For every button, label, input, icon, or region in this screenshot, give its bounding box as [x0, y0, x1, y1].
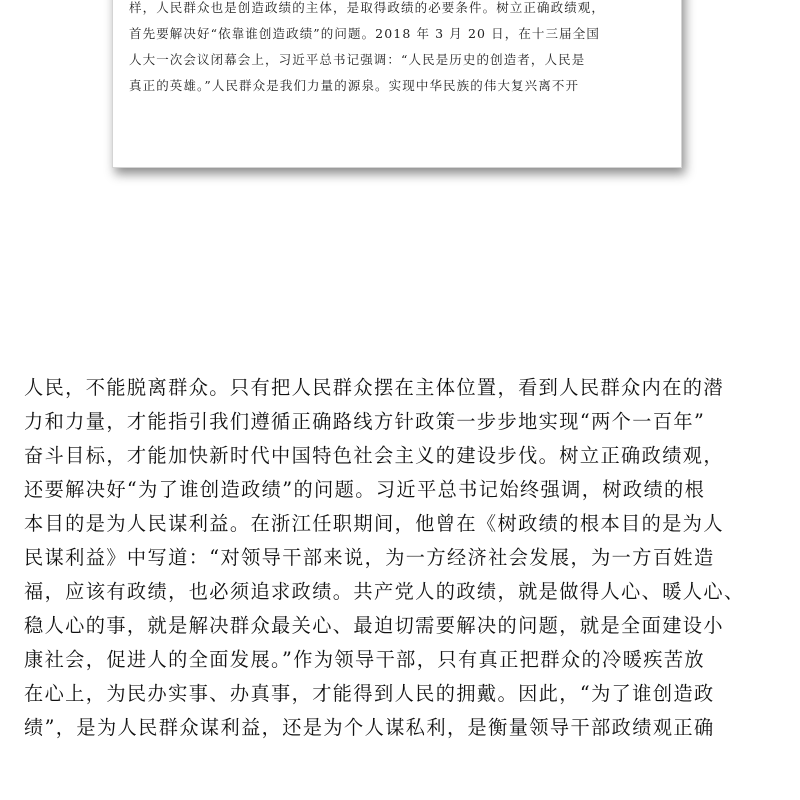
body-line: 奋斗目标，才能加快新时代中国特色社会主义的建设步伐。树立正确政绩观， [24, 444, 724, 467]
body-line: 福，应该有政绩，也必须追求政绩。共产党人的政绩，就是做得人心、暖人心、 [24, 580, 745, 603]
card-line: 真正的英雄。”人民群众是我们力量的源泉。实现中华民族的伟大复兴离不开 [129, 78, 580, 93]
body-line: 力和力量，才能指引我们遵循正确路线方针政策一步步地实现“两个一百年” [24, 410, 706, 433]
card-line: 人大一次会议闭幕会上，习近平总书记强调：“人民是历史的创造者，人民是 [129, 52, 586, 67]
body-line: 绩”，是为人民群众谋利益，还是为个人谋私利，是衡量领导干部政绩观正确 [24, 716, 715, 739]
body-line: 本目的是为人民谋利益。在浙江任职期间，他曾在《树政绩的根本目的是为人 [24, 512, 724, 535]
document-page-card [112, 0, 682, 168]
card-line: 样，人民群众也是创造政绩的主体，是取得政绩的必要条件。树立正确政绩观， [129, 0, 606, 15]
body-line: 在心上，为民办实事、办真事，才能得到人民的拥戴。因此，“为了谁创造政 [24, 682, 715, 705]
body-line: 还要解决好“为了谁创造政绩”的问题。习近平总书记始终强调，树政绩的根 [24, 478, 706, 501]
card-paragraph [129, 0, 674, 99]
body-paragraph [24, 371, 776, 745]
body-line: 稳人心的事，就是解决群众最关心、最迫切需要解决的问题，就是全面建设小 [24, 614, 724, 637]
body-line: 民谋利益》中写道：“对领导干部来说，为一方经济社会发展，为一方百姓造 [24, 546, 715, 569]
body-line: 人民，不能脱离群众。只有把人民群众摆在主体位置，看到人民群众内在的潜 [24, 376, 724, 399]
card-line: 首先要解决好“依靠谁创造政绩”的问题。2018 年 3 月 20 日，在十三届全国 [129, 26, 600, 41]
body-line: 康社会，促进人的全面发展。”作为领导干部，只有真正把群众的冷暖疾苦放 [24, 648, 705, 671]
